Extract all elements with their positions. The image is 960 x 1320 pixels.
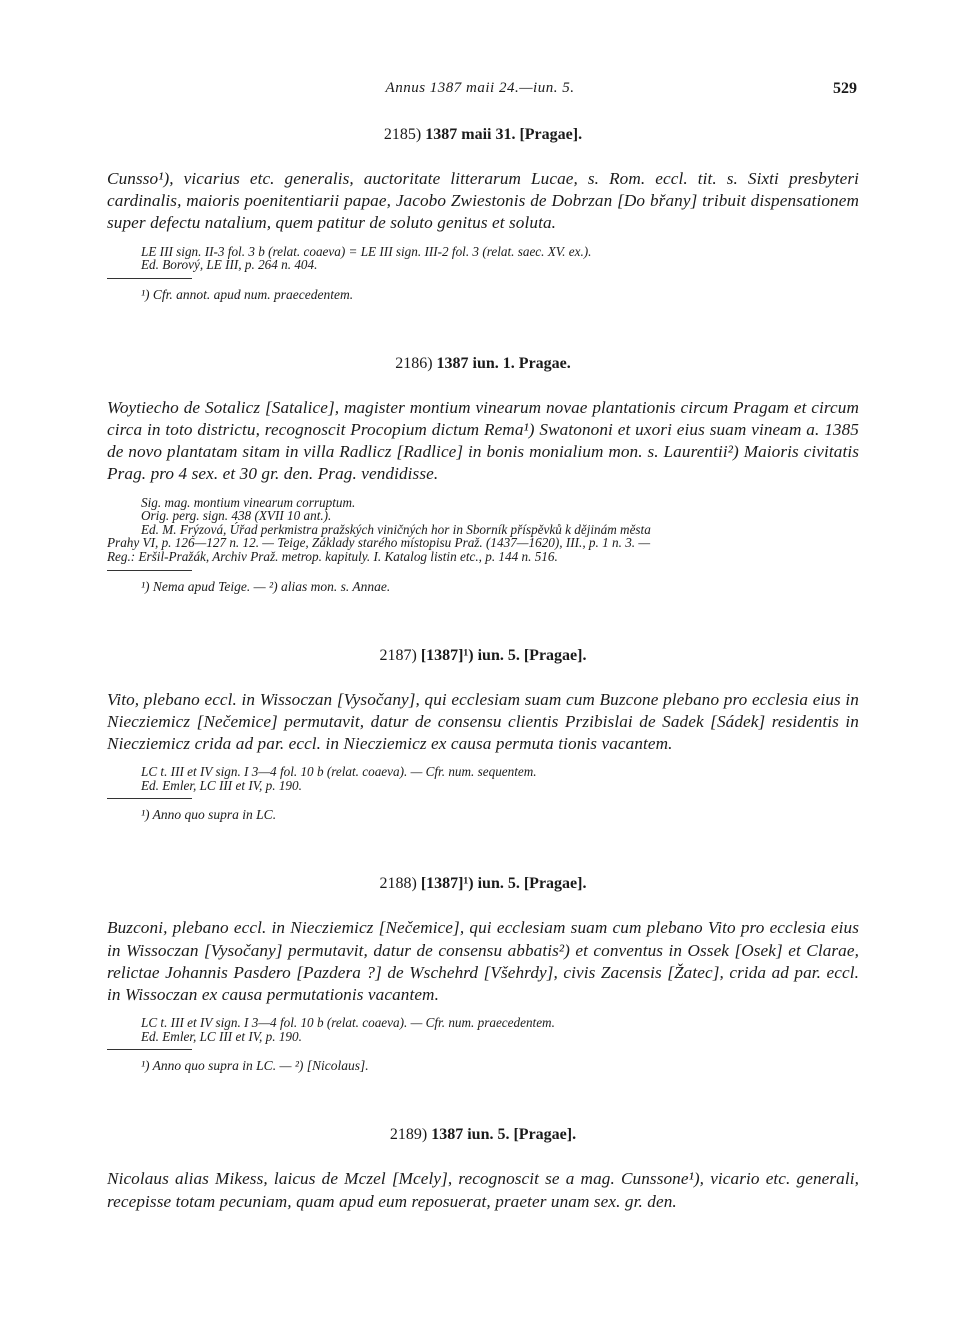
body-line: ecclesia eius in Niecziemicz [Nečemice] permutavit, datur de consensu clientis Przibislai de — [107, 689, 859, 731]
footnote-rule — [107, 798, 192, 799]
entry-2186 — [107, 353, 859, 595]
body-line: presbyteri cardinalis, maioris poenitentiarii papae, Jacobo Zwiestonis de Dobrzan [Do — [107, 169, 859, 211]
entry-body — [107, 689, 859, 756]
source-line: Orig. perg. sign. 438 (XVII 10 ant.). — [141, 508, 332, 524]
source-line: LC t. III et IV sign. I 3—4 fol. 10 b (relat. coaeva). — Cfr. num. sequentem. — [141, 764, 537, 780]
entry-date: 1387 maii 31. [Pragae]. — [425, 126, 583, 143]
body-line: monialium mon. s. Laurentii²) Maioris civitatis Prag. pro 4 sex. et 30 gr. den. Prag. vendidisse. — [107, 442, 859, 484]
body-line: Woytiecho de Sotalicz [Satalice], magister montium vinearum novae plantationis circum — [107, 397, 734, 417]
source-line: Sig. mag. montium vinearum corruptum. — [141, 494, 356, 510]
entry-body — [107, 168, 859, 235]
source-line: LC t. III et IV sign. I 3—4 fol. 10 b (relat. coaeva). — Cfr. num. praecedentem. — [141, 1015, 555, 1031]
footnote-rule — [107, 570, 192, 571]
body-line: uxori eius suam vineam a. 1385 de novo plantatam sitam in villa Radlicz [Radlice] in bonis — [107, 420, 859, 462]
footnote-rule — [107, 278, 192, 279]
entry-footnotes: ¹) Anno quo supra in LC. — ²) [Nicolaus]. — [141, 1058, 369, 1074]
running-header — [0, 80, 960, 102]
entry-number: 2187) — [379, 646, 417, 664]
entry-number: 2188) — [379, 875, 417, 893]
entry-heading — [107, 645, 859, 667]
source-line: Prahy VI, p. 126—127 n. 12. — Teige, Základy starého místopisu Praž. (1437—1620), III., p. 1 n. 3. — — [107, 535, 651, 551]
body-line: Pragam et circum circa in toto districtu, recognoscit Procopium dictum Rema¹) Swatononi et — [107, 397, 859, 439]
entry-sources — [107, 1016, 859, 1043]
body-line: pro ecclesia eius in Wissoczan [Vysočany] permutavit, datur de consensu abbatis²) et conventus — [107, 918, 859, 960]
entry-heading — [107, 873, 859, 895]
body-line: in Ossek [Osek] et Clarae, relictae Johannis Pasdero [Pazdera ?] de Wschehrd [Všehrdy], — [107, 940, 859, 982]
entry-date: 1387 iun. 1. Pragae. — [436, 354, 571, 372]
body-line: Sadek [Sádek] residentis in Niecziemicz crida ad par. eccl. in Niecziemicz ex causa permuta — [107, 711, 859, 753]
entry-date: [1387]¹) iun. 5. [Pragae]. — [420, 875, 587, 893]
entry-date: 1387 iun. 5. [Pragae]. — [431, 1126, 577, 1144]
body-line: tionis vacantem. — [558, 733, 673, 753]
entry-2187 — [107, 645, 859, 824]
entry-footnotes: ¹) Nema apud Teige. — ²) alias mon. s. Annae. — [141, 578, 391, 594]
entry-2189 — [107, 1124, 859, 1212]
entry-heading — [107, 1124, 859, 1146]
entry-heading — [107, 124, 859, 146]
entry-sources — [107, 496, 859, 537]
body-line: Buzconi, plebano eccl. in Niecziemicz [Nečemice], qui ecclesiam suam cum plebano Vito — [107, 918, 741, 938]
source-line: Ed. Emler, LC III et IV, p. 190. — [141, 1028, 302, 1044]
entry-number: 2186) — [395, 354, 433, 372]
page-number: 529 — [833, 80, 857, 97]
entry-heading — [107, 353, 859, 375]
entry-number: 2185) — [383, 126, 422, 143]
entry-body — [107, 917, 859, 1006]
entry-sources — [107, 765, 859, 792]
entry-footnotes: ¹) Cfr. annot. apud num. praecedentem. — [141, 286, 354, 302]
body-line: civis Zacensis [Žatec], crida ad par. eccl. in Wissoczan ex causa permutationis vacantem. — [107, 962, 859, 1004]
entry-body — [107, 1168, 859, 1212]
body-line: Vito, plebano eccl. in Wissoczan [Vysočany], qui ecclesiam suam cum Buzcone plebano pro — [107, 689, 752, 709]
entry-sources — [107, 245, 859, 272]
footnote-rule — [107, 1049, 192, 1050]
body-line: Nicolaus alias Mikess, laicus de Mczel [Mcely], recognoscit se a mag. Cunssone¹), vicario — [107, 1169, 766, 1189]
body-line: Cunsso¹), vicarius etc. generalis, auctoritate litterarum Lucae, s. Rom. eccl. tit. s. Sixti — [107, 169, 789, 188]
body-line: břany] tribuit dispensationem super defectu natalium, quem patitur de soluto genitus et soluta. — [107, 191, 859, 233]
source-line: LE III sign. II-3 fol. 3 b (relat. coaeva) = LE III sign. III-2 fol. 3 (relat. saec. XV. ex.). — [141, 243, 592, 259]
page-content — [107, 108, 859, 1213]
entry-date: [1387]¹) iun. 5. [Pragae]. — [420, 646, 587, 664]
running-title: Annus 1387 maii 24.—iun. 5. — [385, 80, 575, 96]
entry-footnotes: ¹) Anno quo supra in LC. — [141, 807, 277, 823]
source-line: Reg.: Eršil-Pražák, Archiv Praž. metrop. kapituly. I. Katalog listin etc., p. 144 n. 516. — [107, 548, 558, 564]
source-line: Ed. M. Frýzová, Úřad perkmistra pražských viničných hor in Sborník příspěvků k dějinám města — [141, 521, 651, 537]
entry-sources-continued — [107, 536, 859, 563]
source-line: Ed. Emler, LC III et IV, p. 190. — [141, 777, 302, 793]
entry-2185 — [107, 124, 859, 303]
entry-body — [107, 397, 859, 486]
source-line: Ed. Borový, LE III, p. 264 n. 404. — [141, 257, 318, 273]
body-line: etc. generali, recepisse totam pecuniam, quam apud eum reposuerat, praeter unam sex. gr. den. — [107, 1169, 859, 1211]
entry-number: 2189) — [389, 1126, 428, 1144]
entry-2188 — [107, 873, 859, 1074]
